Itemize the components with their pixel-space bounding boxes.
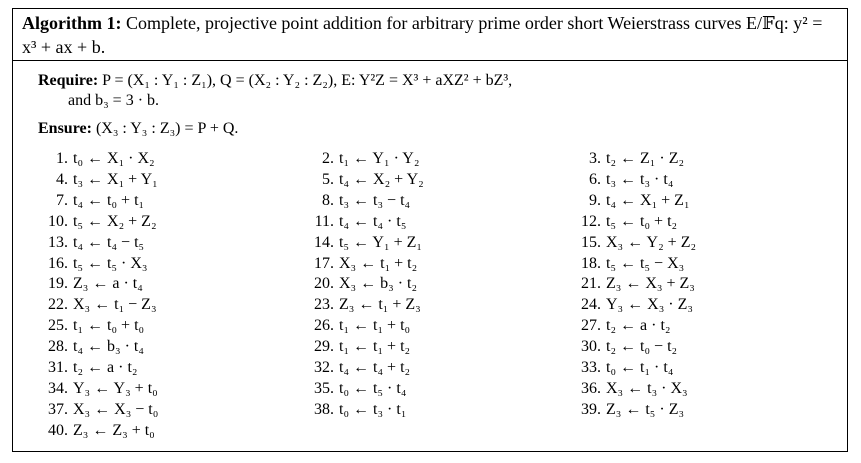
step-number: 32. [314, 359, 334, 377]
algorithm-step [38, 233, 306, 254]
algorithm-step [571, 316, 841, 337]
step-expression: t₄ ← t₄ · t₅ [339, 212, 407, 230]
step-number: 13. [48, 233, 68, 251]
algorithm-step [571, 149, 841, 170]
algorithm-step [306, 212, 571, 233]
step-number: 34. [48, 379, 68, 397]
algorithm-step [571, 379, 841, 400]
algorithm-step [571, 170, 841, 191]
require-block [38, 71, 847, 111]
algorithm-step [571, 191, 841, 212]
step-number: 6. [589, 170, 601, 188]
require-keyword: Require: [38, 72, 99, 89]
algorithm-step [38, 295, 306, 316]
step-number: 11. [314, 212, 334, 230]
algorithm-step [38, 358, 306, 379]
algorithm-step [38, 337, 306, 358]
step-number: 14. [314, 233, 334, 251]
step-number: 19. [48, 275, 68, 293]
algorithm-step [38, 379, 306, 400]
step-expression: t₄ ← X₂ + Y₂ [339, 170, 424, 188]
step-number: 28. [48, 338, 68, 356]
step-expression: t₃ ← X₁ + Y₁ [73, 170, 158, 188]
step-expression: t₀ ← t₃ · t₁ [339, 400, 407, 418]
step-expression: t₃ ← t₃ · t₄ [606, 170, 674, 188]
step-number: 7. [56, 191, 68, 209]
algorithm-box [12, 8, 848, 452]
step-expression: Z₃ ← t₅ · Z₃ [606, 400, 685, 418]
algorithm-step [38, 212, 306, 233]
algorithm-step [306, 233, 571, 254]
step-expression: t₁ ← t₀ + t₀ [73, 317, 145, 335]
step-number: 25. [48, 317, 68, 335]
step-number: 17. [314, 254, 334, 272]
algorithm-step [306, 295, 571, 316]
algorithm-step [306, 358, 571, 379]
step-expression: X₃ ← t₁ + t₂ [339, 254, 418, 272]
algorithm-step [571, 337, 841, 358]
algorithm-step [306, 316, 571, 337]
algorithm-step [571, 274, 841, 295]
step-number: 22. [48, 296, 68, 314]
step-number: 21. [581, 275, 601, 293]
algorithm-step [306, 379, 571, 400]
algorithm-step [306, 170, 571, 191]
step-expression: t₀ ← X₁ · X₂ [73, 150, 155, 167]
step-number: 36. [581, 379, 601, 397]
step-expression: t₀ ← t₅ · t₄ [339, 379, 407, 397]
algorithm-step [306, 149, 571, 170]
step-number: 26. [314, 317, 334, 335]
algorithm-title: Complete, projective point addition for arbitrary prime order short Weierstrass curves E/𝔽q: y² = x³ + ax + b. [22, 13, 823, 57]
algorithm-step [571, 295, 841, 316]
step-expression: t₀ ← t₁ · t₄ [606, 359, 674, 377]
step-expression: X₃ ← b₃ · t₂ [339, 275, 418, 293]
step-number: 27. [581, 317, 601, 335]
ensure-block [38, 119, 847, 139]
step-expression: X₃ ← Y₂ + Z₂ [606, 233, 697, 251]
steps-grid [38, 149, 847, 442]
step-expression: t₂ ← a · t₂ [73, 359, 138, 377]
step-number: 8. [322, 191, 334, 209]
step-expression: t₄ ← X₁ + Z₁ [606, 191, 690, 209]
step-number: 15. [581, 233, 601, 251]
step-number: 5. [322, 170, 334, 188]
step-expression: t₁ ← Y₁ · Y₂ [339, 150, 420, 167]
algorithm-step [571, 400, 841, 421]
step-number: 12. [581, 212, 601, 230]
step-expression: t₄ ← b₃ · t₄ [73, 338, 144, 356]
algorithm-step [306, 400, 571, 421]
step-expression: Z₃ ← Z₃ + t₀ [73, 421, 155, 439]
algorithm-label: Algorithm 1: [22, 13, 122, 33]
algorithm-step [306, 191, 571, 212]
step-expression: t₂ ← t₀ − t₂ [606, 338, 678, 356]
require-line-2: and b₃ = 3 · b. [68, 92, 160, 109]
step-number: 35. [314, 379, 334, 397]
step-number: 1. [56, 150, 68, 167]
step-number: 33. [581, 359, 601, 377]
step-expression: Y₃ ← Y₃ + t₀ [73, 379, 158, 397]
algorithm-step [38, 400, 306, 421]
step-expression: t₅ ← Y₁ + Z₁ [339, 233, 422, 251]
algorithm-step [38, 274, 306, 295]
step-expression: t₄ ← t₄ − t₅ [73, 233, 145, 251]
algorithm-step [38, 149, 306, 170]
algorithm-body [13, 61, 847, 442]
algorithm-step [571, 254, 841, 275]
step-number: 24. [581, 296, 601, 314]
step-number: 37. [48, 400, 68, 418]
step-expression: t₅ ← X₂ + Z₂ [73, 212, 157, 230]
step-number: 38. [314, 400, 334, 418]
ensure-text: (X₃ : Y₃ : Z₃) = P + Q. [91, 120, 239, 137]
step-expression: Z₃ ← a · t₄ [73, 275, 143, 293]
algorithm-step [306, 337, 571, 358]
algorithm-step [38, 254, 306, 275]
ensure-keyword: Ensure: [38, 120, 92, 137]
step-number: 39. [581, 400, 601, 418]
step-expression: t₅ ← t₀ + t₂ [606, 212, 678, 230]
step-number: 10. [48, 212, 68, 230]
step-expression: Y₃ ← X₃ · Z₃ [606, 296, 693, 314]
step-expression: t₃ ← t₃ − t₄ [339, 191, 411, 209]
step-expression: Z₃ ← X₃ + Z₃ [606, 275, 695, 293]
step-expression: t₂ ← a · t₂ [606, 317, 671, 335]
step-number: 20. [314, 275, 334, 293]
algorithm-step [38, 316, 306, 337]
algorithm-step [306, 254, 571, 275]
step-number: 16. [48, 254, 68, 272]
step-number: 30. [581, 338, 601, 356]
step-expression: t₅ ← t₅ − X₃ [606, 254, 685, 272]
algorithm-caption [13, 9, 847, 61]
step-expression: t₁ ← t₁ + t₀ [339, 317, 411, 335]
algorithm-step [38, 421, 306, 442]
algorithm-step [571, 358, 841, 379]
step-expression: X₃ ← t₁ − Z₃ [73, 296, 157, 314]
step-expression: t₄ ← t₀ + t₁ [73, 191, 145, 209]
algorithm-step [38, 191, 306, 212]
step-number: 23. [314, 296, 334, 314]
step-number: 31. [48, 359, 68, 377]
require-line-1: P = (X₁ : Y₁ : Z₁), Q = (X₂ : Y₂ : Z₂), E: Y²Z = X³ + aXZ² + bZ³, [98, 72, 513, 89]
step-expression: X₃ ← X₃ − t₀ [73, 400, 159, 418]
algorithm-step [571, 212, 841, 233]
step-number: 40. [48, 421, 68, 439]
step-expression: Z₃ ← t₁ + Z₃ [339, 296, 421, 314]
algorithm-step [571, 233, 841, 254]
step-number: 3. [589, 150, 601, 167]
step-expression: t₁ ← t₁ + t₂ [339, 338, 411, 356]
step-number: 18. [581, 254, 601, 272]
algorithm-step [306, 274, 571, 295]
step-expression: t₄ ← t₄ + t₂ [339, 359, 411, 377]
step-expression: X₃ ← t₃ · X₃ [606, 379, 688, 397]
step-number: 4. [56, 170, 68, 188]
step-expression: t₅ ← t₅ · X₃ [73, 254, 148, 272]
step-number: 29. [314, 338, 334, 356]
step-number: 2. [322, 150, 334, 167]
step-number: 9. [589, 191, 601, 209]
algorithm-step [38, 170, 306, 191]
step-expression: t₂ ← Z₁ · Z₂ [606, 150, 685, 167]
